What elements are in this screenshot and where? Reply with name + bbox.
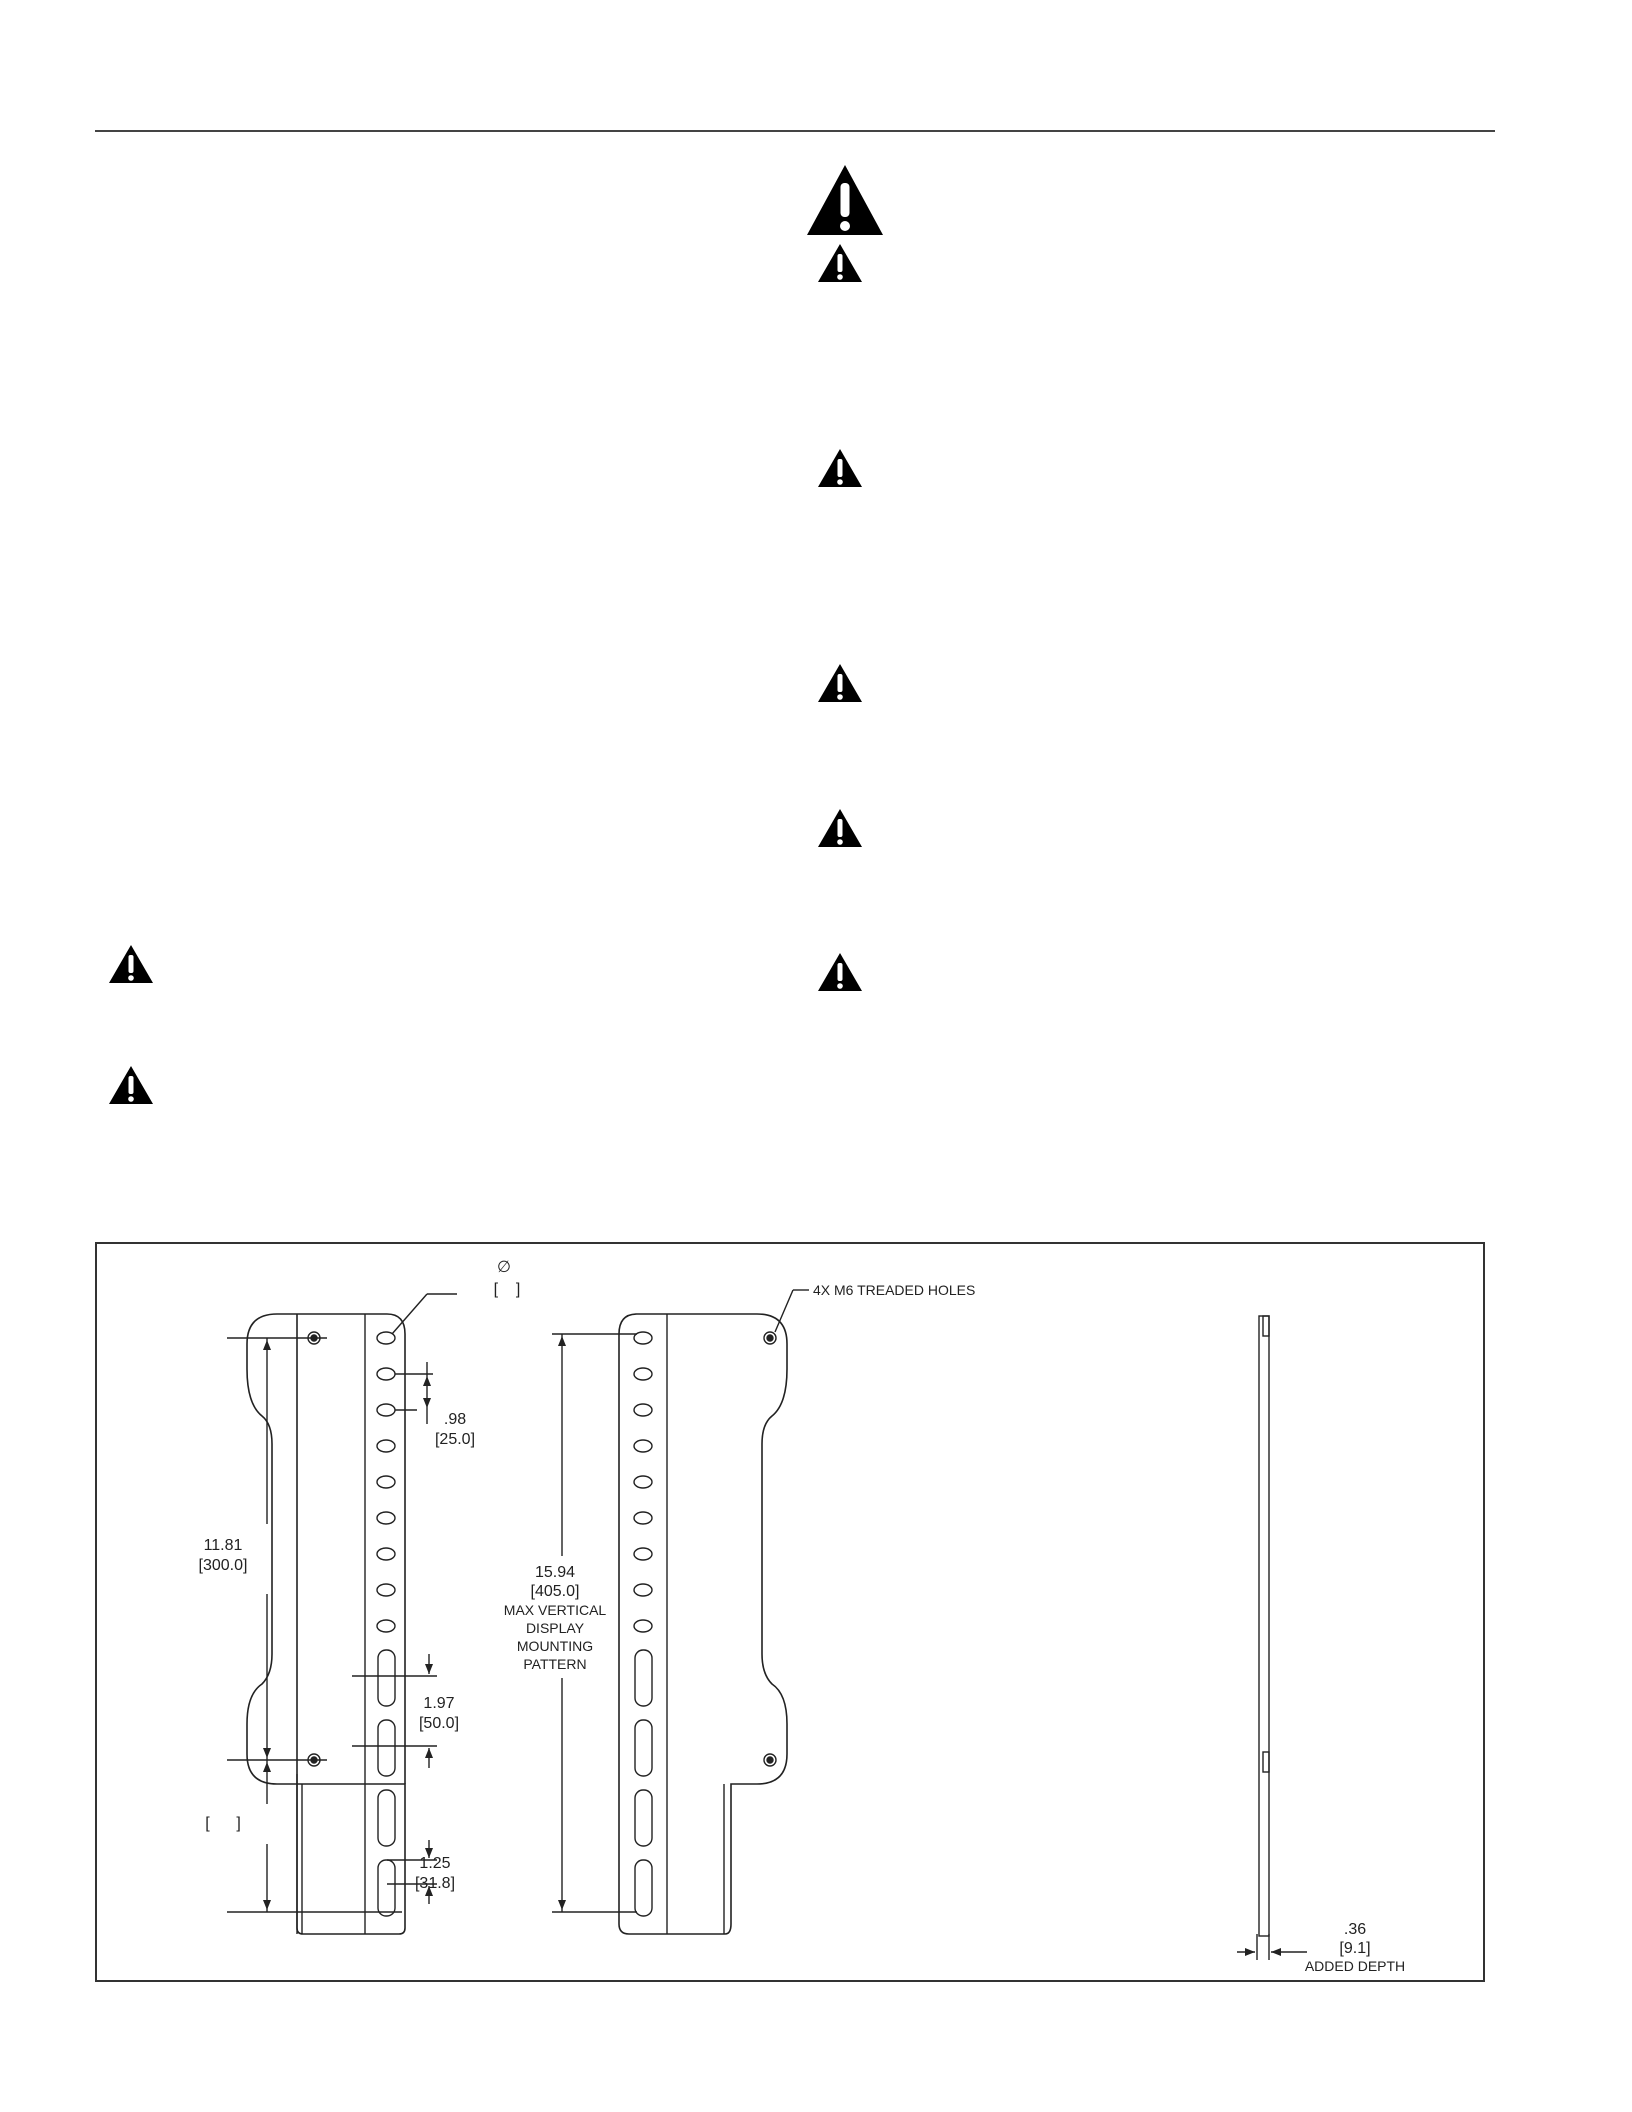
rear-view-bracket bbox=[619, 1314, 787, 1934]
max-pattern-label-line-2: DISPLAY bbox=[525, 1620, 585, 1636]
warning-triangle-icon bbox=[108, 1065, 154, 1105]
diameter-symbol: ∅ bbox=[497, 1259, 511, 1276]
warning-triangle-icon bbox=[817, 448, 863, 488]
front-oval-holes bbox=[377, 1332, 395, 1632]
slot-spacing-in: 1.97 bbox=[423, 1695, 455, 1712]
max-pattern-label-line-3: MOUNTING bbox=[516, 1638, 594, 1654]
warning-triangle-icon bbox=[108, 944, 154, 984]
mount-height-mm: [300.0] bbox=[198, 1557, 248, 1574]
slot-length-in: 1.25 bbox=[419, 1855, 451, 1872]
max-pattern-in: 15.94 bbox=[534, 1564, 576, 1581]
warning-triangle-icon bbox=[805, 163, 885, 237]
front-view-bracket bbox=[247, 1314, 405, 1934]
added-depth-label: ADDED DEPTH bbox=[1304, 1958, 1406, 1974]
horizontal-spacing-mm: [25.0] bbox=[434, 1431, 476, 1448]
thread-note: 4X M6 TREADED HOLES bbox=[813, 1282, 976, 1298]
lower-dimension-note: [ ] bbox=[205, 1815, 241, 1832]
drawing-canvas bbox=[97, 1244, 1483, 1980]
warning-triangle-icon bbox=[817, 663, 863, 703]
warning-triangle-icon bbox=[817, 243, 863, 283]
mount-height-in: 11.81 bbox=[203, 1537, 243, 1554]
header-rule bbox=[95, 130, 1495, 132]
max-pattern-mm: [405.0] bbox=[530, 1583, 580, 1600]
front-slots bbox=[378, 1650, 395, 1916]
warning-triangle-icon bbox=[817, 808, 863, 848]
rear-oval-holes bbox=[634, 1332, 652, 1632]
side-view-bracket bbox=[1237, 1316, 1307, 1960]
bracket-dimension-drawing bbox=[95, 1242, 1485, 1982]
added-depth-in: .36 bbox=[1343, 1921, 1367, 1938]
slot-length-mm: [31.8] bbox=[414, 1875, 456, 1892]
max-pattern-label-line-4: PATTERN bbox=[523, 1656, 587, 1672]
warning-triangle-icon bbox=[817, 952, 863, 992]
hole-size-note: [ ] bbox=[493, 1281, 521, 1298]
max-pattern-label-line-1: MAX VERTICAL bbox=[503, 1602, 607, 1618]
slot-spacing-mm: [50.0] bbox=[418, 1715, 460, 1732]
added-depth-mm: [9.1] bbox=[1339, 1940, 1371, 1957]
horizontal-spacing-in: .98 bbox=[443, 1411, 467, 1428]
rear-slots bbox=[635, 1650, 652, 1916]
